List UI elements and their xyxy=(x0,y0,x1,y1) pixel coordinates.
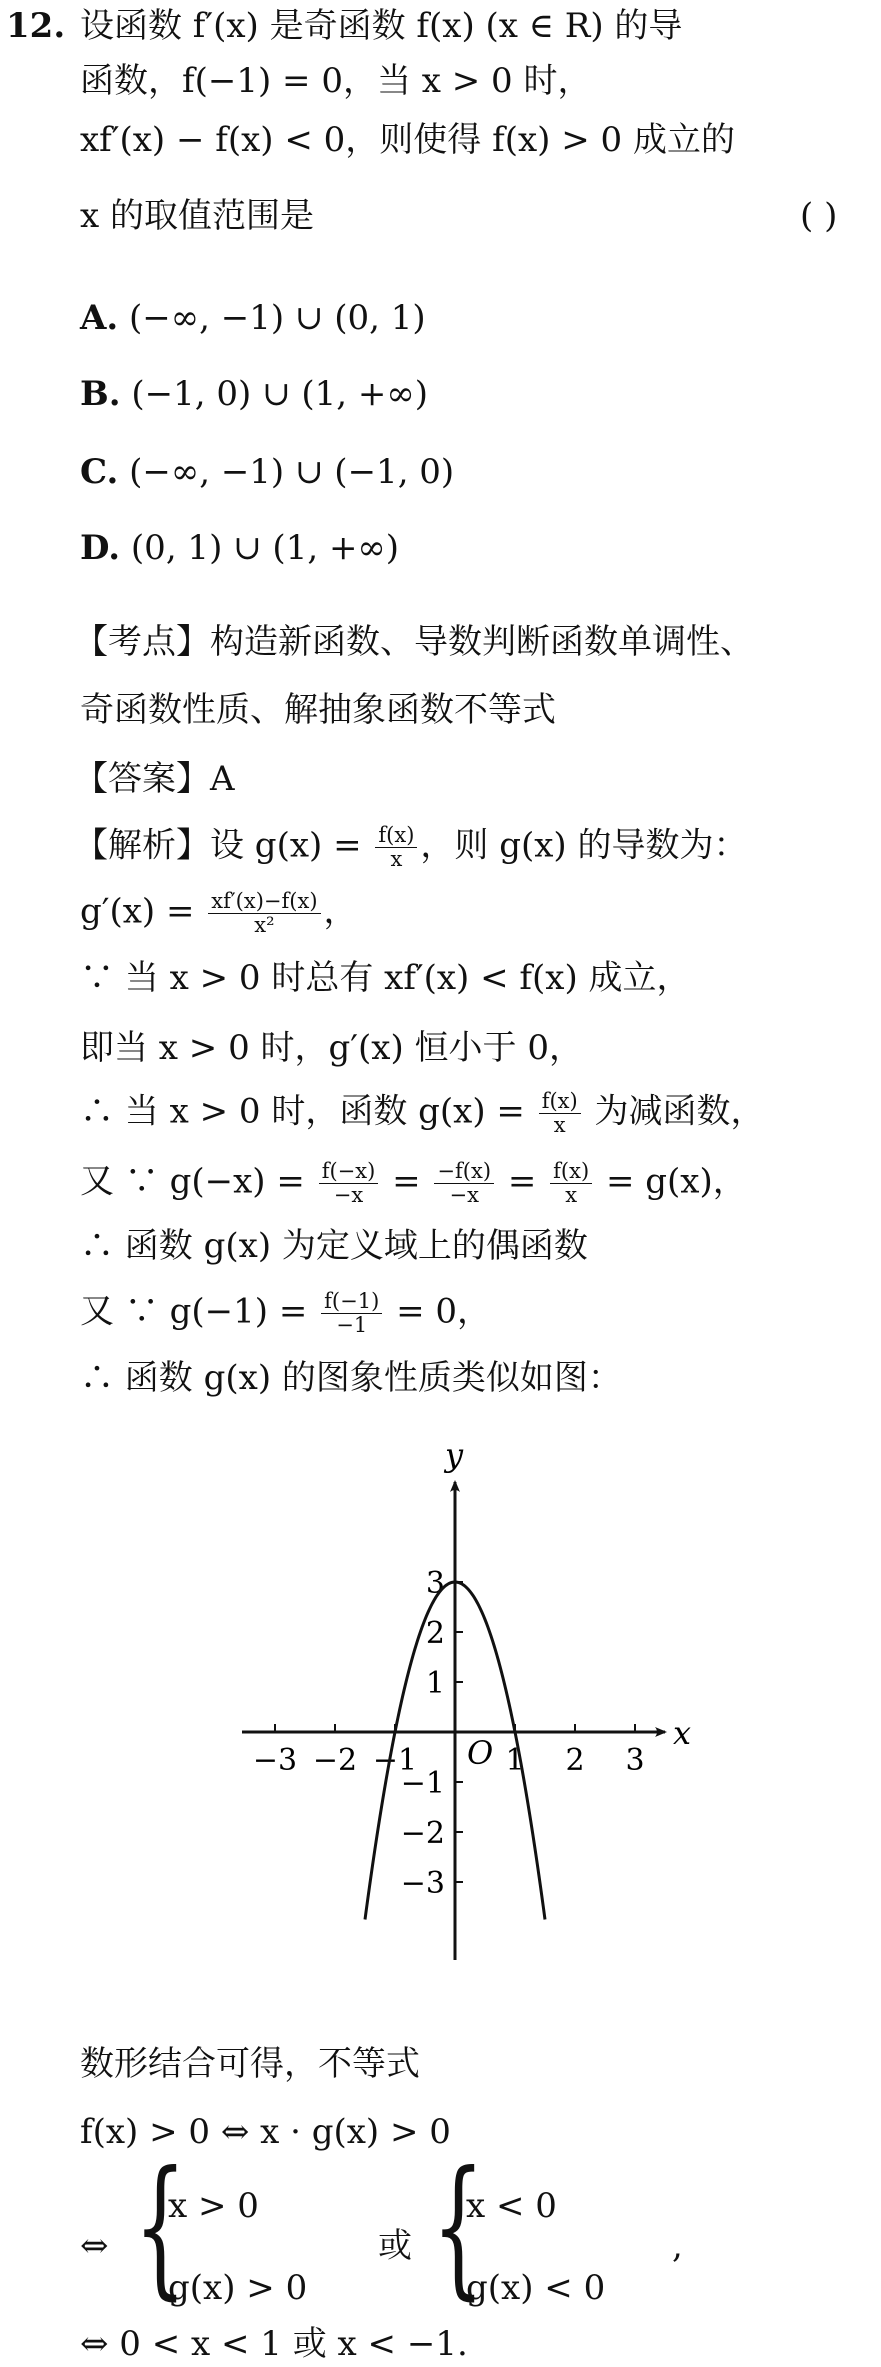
y-tick-label: −1 xyxy=(400,1766,445,1801)
fraction: $\frac{f(x)}{x}$ xyxy=(550,1160,592,1207)
analysis-line-1: 【解析】设 g(x) = $\frac{f(x)}{x}$ ，则 g(x) 的导数为： xyxy=(74,823,748,871)
conclusion-line-4: ⇔ 0 < x < 1 或 x < −1. xyxy=(80,2324,468,2364)
x-tick-label: 3 xyxy=(625,1743,645,1778)
iff-symbol: ⇔ xyxy=(80,2226,109,2266)
conclusion-line-2: f(x) > 0 ⇔ x · g(x) > 0 xyxy=(80,2112,451,2152)
x-tick-label: −3 xyxy=(252,1743,298,1778)
analysis-tag: 【解析】 xyxy=(74,825,210,866)
analysis-line-2: g′(x) = $\frac{xf'(x)-f(x)}{\text{x²}}$ ， xyxy=(80,889,358,937)
option-a-text: (−∞, −1) ∪ (0, 1) xyxy=(129,298,426,338)
analysis-line-3: ∵ 当 x > 0 时总有 xf′(x) < f(x) 成立， xyxy=(80,958,691,998)
system-2-line-1: x < 0 xyxy=(466,2186,557,2226)
y-tick-label: −2 xyxy=(400,1816,445,1851)
option-a xyxy=(80,298,426,338)
option-b-text: (−1, 0) ∪ (1, +∞) xyxy=(131,374,428,414)
left-brace-1: { xyxy=(134,2140,187,2314)
kaodian-text-1: 构造新函数、导数判断函数单调性、 xyxy=(210,622,754,662)
option-b-label: B. xyxy=(80,374,121,414)
option-d-label: D. xyxy=(80,528,121,568)
y-tick-label: 2 xyxy=(425,1616,445,1651)
kaodian-line-2: 奇函数性质、解抽象函数不等式 xyxy=(80,690,556,730)
option-b xyxy=(80,374,428,414)
fraction: $\frac{-f(x)}{-x}$ xyxy=(434,1160,494,1207)
option-c xyxy=(80,452,454,492)
system-1-line-2: g(x) > 0 xyxy=(168,2268,308,2308)
analysis-line-4: 即当 x > 0 时，g′(x) 恒小于 0， xyxy=(80,1028,583,1068)
origin-label: O xyxy=(467,1734,494,1772)
system-2-line-2: g(x) < 0 xyxy=(466,2268,606,2308)
question-stem-line-4: x 的取值范围是 xyxy=(80,196,314,236)
x-tick-label: 2 xyxy=(565,1743,585,1778)
kaodian-tag: 【考点】 xyxy=(74,622,210,662)
option-a-label: A. xyxy=(80,298,119,338)
fraction: $\frac{f(-x)}{-x}$ xyxy=(319,1160,379,1207)
fraction: $\frac{f(x)}{x}$ xyxy=(539,1090,581,1137)
x-axis-label: x xyxy=(673,1714,692,1752)
y-tick-label: −3 xyxy=(400,1866,445,1901)
analysis-line-6: 又 ∵ g(−x) = $\frac{f(-x)}{-x}$ = $\frac{-f(x)}{-x}$ = $\frac{f(x)}{x}$ = g(x)， xyxy=(80,1159,747,1207)
function-graph xyxy=(220,1430,692,1990)
x-tick-label: −1 xyxy=(372,1743,418,1778)
or-connector: 或 xyxy=(378,2226,412,2266)
y-axis-label: y xyxy=(445,1436,464,1474)
kaodian-line-1 xyxy=(74,622,754,662)
x-tick-label: −2 xyxy=(312,1743,358,1778)
system-1-line-1: x > 0 xyxy=(168,2186,259,2226)
analysis-line-8: 又 ∵ g(−1) = $\frac{f(-1)}{-1}$ = 0， xyxy=(80,1289,492,1337)
system-comma: , xyxy=(672,2226,683,2266)
analysis-line-5: ∴ 当 x > 0 时，函数 g(x) = $\frac{f(x)}{x}$ 为减函数， xyxy=(80,1089,765,1137)
question-stem-line-2: 函数，f(−1) = 0，当 x > 0 时， xyxy=(80,61,592,101)
y-tick-label: 1 xyxy=(425,1666,445,1701)
x-tick-label: 1 xyxy=(505,1743,525,1778)
answer-value: A xyxy=(210,759,235,799)
option-d xyxy=(80,528,399,568)
option-d-text: (0, 1) ∪ (1, +∞) xyxy=(130,528,400,568)
analysis-line-9: ∴ 函数 g(x) 的图象性质类似如图： xyxy=(80,1358,622,1398)
answer-bracket: ( ) xyxy=(800,196,838,236)
fraction: $\frac{xf'(x)-f(x)}{\text{x²}}$ xyxy=(208,890,320,937)
fraction: $\frac{f(-1)}{-1}$ xyxy=(321,1290,382,1337)
option-c-label: C. xyxy=(80,452,119,492)
fraction: $\frac{f(x)}{x}$ xyxy=(375,824,417,871)
question-stem-line-1: 设函数 f′(x) 是奇函数 f(x) (x ∈ R) 的导 xyxy=(80,6,683,46)
question-stem-line-3: xf′(x) − f(x) < 0，则使得 f(x) > 0 成立的 xyxy=(80,120,735,160)
left-brace-2: { xyxy=(432,2140,485,2314)
conclusion-line-1: 数形结合可得，不等式 xyxy=(80,2044,420,2084)
answer-line xyxy=(74,759,235,799)
question-number: 12. xyxy=(6,6,66,46)
option-c-text: (−∞, −1) ∪ (−1, 0) xyxy=(129,452,455,492)
analysis-line-7: ∴ 函数 g(x) 为定义域上的偶函数 xyxy=(80,1226,588,1266)
y-tick-label: 3 xyxy=(425,1566,445,1601)
answer-tag: 【答案】 xyxy=(74,759,210,799)
